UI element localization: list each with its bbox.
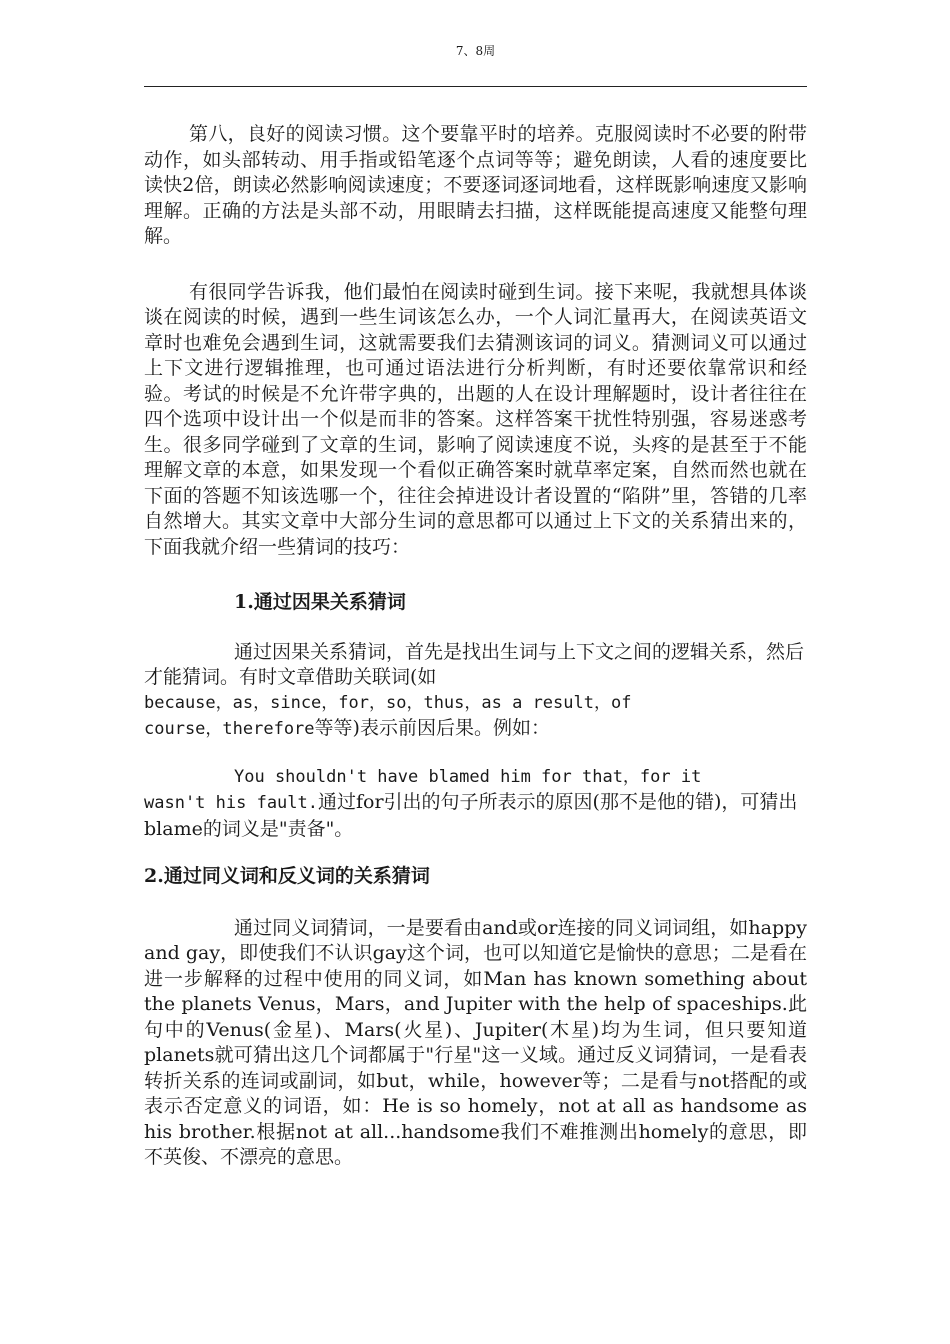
paragraph-synonyms: 通过同义词猜词，一是要看由and或or连接的同义词词组，如happy and gay，即使我们不认识gay这个词，也可以知道它是愉快的意思；二是看在进一步解释的过程中使用的同义词，如Man has known something about the planets Venus，Mars，and Jupiter with the help of spaceships.此句中的Venus(金星)、Mars(火星)、Jupiter(木星)均为生词，但只要知道planets就可猜出这几个词都属于"行星"这一义域。通过反义词猜词，一是看表转折关系的连词或副词，如but，while，however等；二是看与not搭配的或表示否定意义的词语，如：He is so homely，not at all as handsome as his brother.根据not at all...handsome我们不难推测出homely的意思，即不英俊、不漂亮的意思。: [144, 916, 807, 1168]
paragraph-example: [144, 765, 807, 843]
conjunction-list-end: [144, 716, 807, 743]
cause-effect-tail: 等等)表示前因后果。例如：: [314, 717, 550, 739]
section-heading-cause-effect: 1.通过因果关系猜词: [234, 591, 406, 613]
example-sentence-line2: [144, 790, 807, 842]
paragraph-cause-effect: [144, 640, 807, 743]
example-sentence-end: wasn't his fault.: [144, 793, 318, 813]
conjunction-therefore: course，therefore: [144, 719, 315, 739]
document-body: [144, 122, 807, 1171]
paragraph-new-words: 有很同学告诉我，他们最怕在阅读时碰到生词。接下来呢，我就想具体谈谈在阅读的时候，遇到一些生词该怎么办，一个人词汇量再大，在阅读英语文章时也难免会遇到生词，这就需要我们去猜测该词的词义。猜测词义可以通过上下文进行逻辑推理，也可通过语法进行分析判断，有时还要依靠常识和经验。考试的时候是不允许带字典的，出题的人在设计理解题时，设计者往往在四个选项中设计出一个似是而非的答案。这样答案干扰性特别强，容易迷惑考生。很多同学碰到了文章的生词，影响了阅读速度不说，头疼的是甚至于不能理解文章的本意，如果发现一个看似正确答案时就草率定案，自然而然也就在下面的答题不知该选哪一个，往往会掉进设计者设置的“陷阱”里，答错的几率自然增大。其实文章中大部分生词的意思都可以通过上下文的关系猜出来的，下面我就介绍一些猜词的技巧：: [144, 280, 807, 558]
cause-effect-intro: 通过因果关系猜词，首先是找出生词与上下文之间的逻辑关系，然后才能猜词。有时文章借助关联词(如: [144, 640, 805, 688]
example-explanation: 通过for引出的句子所表示的原因(那不是他的错)，可猜出blame的词义是"责备"。: [144, 791, 798, 840]
header-text: 7、8周: [455, 44, 496, 58]
paragraph-reading-habits: 第八，良好的阅读习惯。这个要靠平时的培养。克服阅读时不必要的附带动作，如头部转动、用手指或铅笔逐个点词等等；避免朗读，人看的速度要比读快2倍，朗读必然影响阅读速度；不要逐词逐词地看，这样既影响速度又影响理解。正确的方法是头部不动，用眼睛去扫描，这样既能提高速度又能整句理解。: [144, 123, 807, 247]
section-heading-synonyms: 2.通过同义词和反义词的关系猜词: [144, 865, 430, 887]
page-header: [144, 40, 807, 87]
conjunction-list: because，as，since，for，so，thus，as a result，of: [144, 692, 632, 713]
example-sentence-line1: You shouldn't have blamed him for that，for it: [234, 766, 702, 787]
